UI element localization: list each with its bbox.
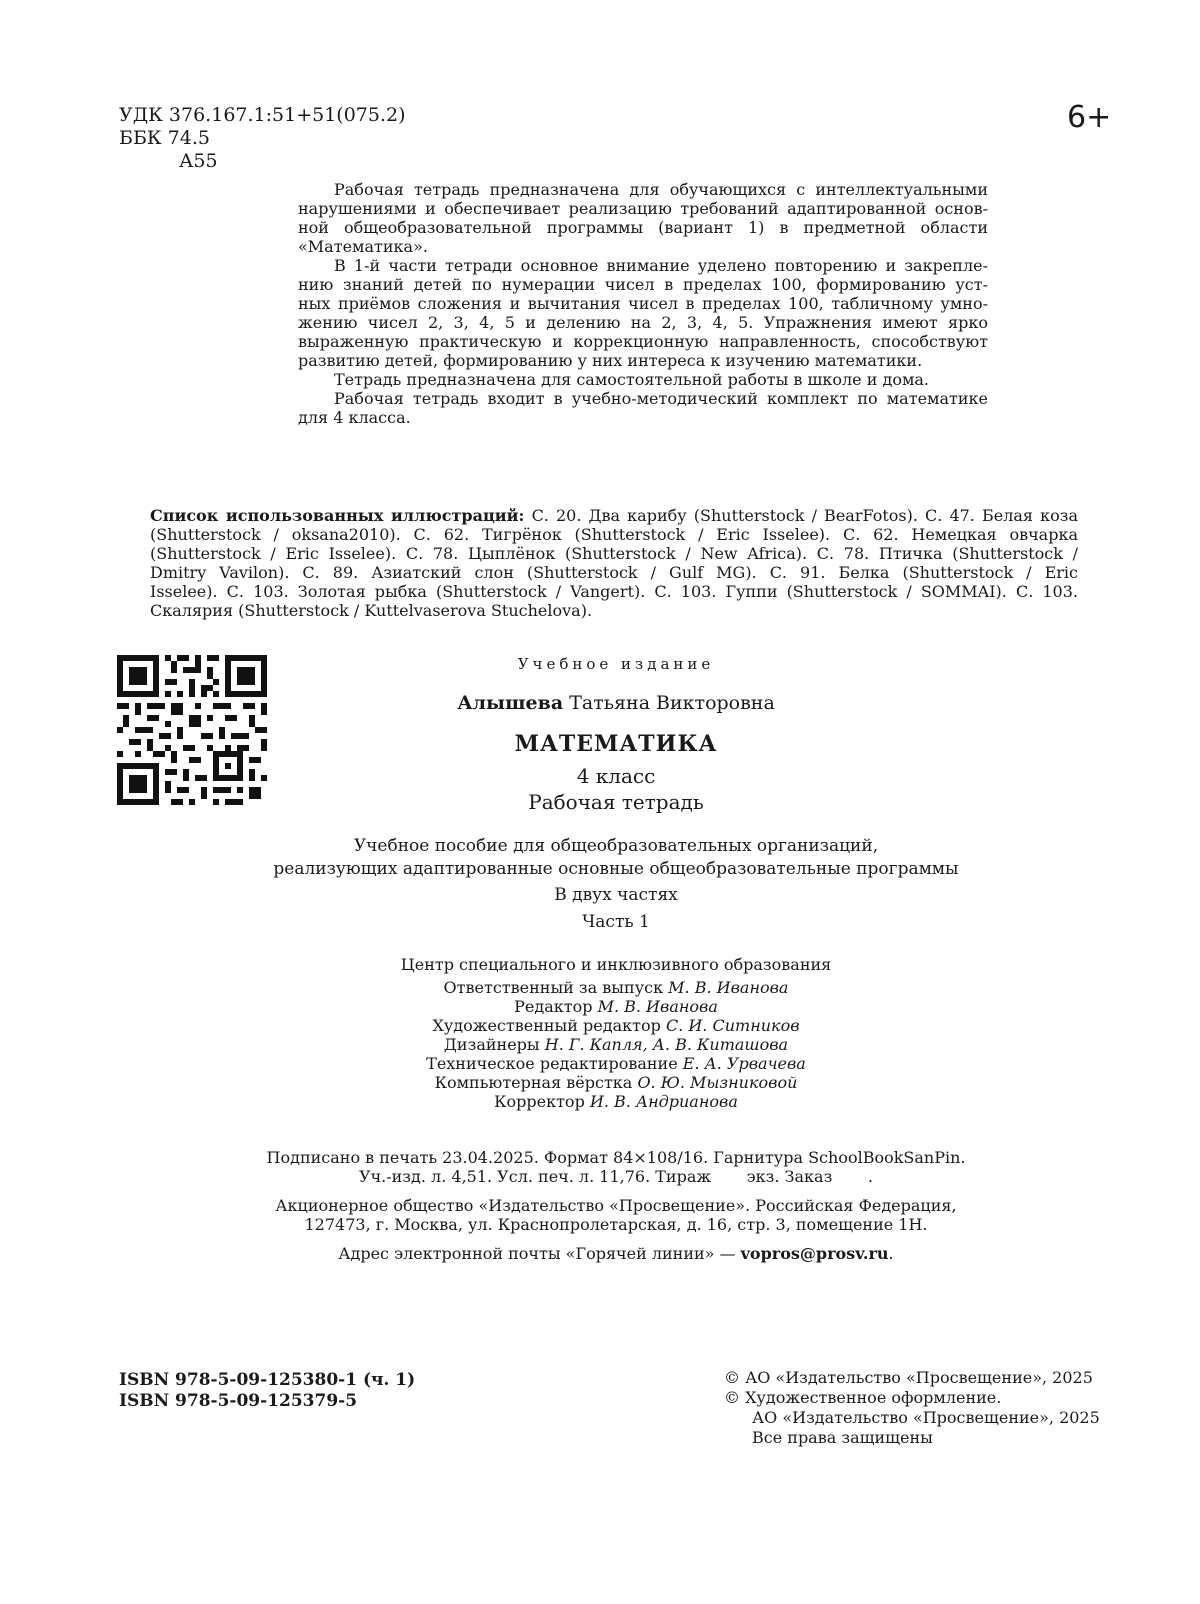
rights-reserved: Все права защищены bbox=[752, 1428, 933, 1447]
annotation-line: ной общеобразовательной программы (вариант 1) в предметной области bbox=[298, 218, 988, 237]
publisher-address: Акционерное общество «Издательство «Просвещение». Российская Федерация, bbox=[275, 1196, 957, 1215]
illustrations-line: Список использованных иллюстраций: С. 20. Два карибу (Shutterstock / BearFotos). С. 47. Белая коза bbox=[150, 506, 1079, 525]
book-type: Рабочая тетрадь bbox=[528, 790, 704, 814]
imprint bbox=[0, 1148, 1200, 1263]
credit-line: Корректор И. В. Андрианова bbox=[494, 1092, 738, 1111]
copyright-line: © АО «Издательство «Просвещение», 2025 bbox=[724, 1368, 1093, 1387]
illustrations-list bbox=[150, 506, 1078, 620]
copyright-line: АО «Издательство «Просвещение», 2025 bbox=[752, 1408, 1100, 1427]
print-details: Подписано в печать 23.04.2025. Формат 84×108/16. Гарнитура SchoolBookSanPin. bbox=[266, 1148, 966, 1167]
annotation-line: ных приёмов сложения и вычитания чисел в пределах 100, табличному умно- bbox=[298, 294, 988, 313]
annotation-line: нию знаний детей по нумерации чисел в пределах 100, формированию уст- bbox=[298, 275, 988, 294]
publishing-center: Центр специального и инклюзивного образования bbox=[400, 955, 832, 974]
credit-line: Художественный редактор С. И. Ситников bbox=[432, 1016, 800, 1035]
credits bbox=[0, 955, 1200, 1111]
annotation-line: «Математика». bbox=[298, 237, 428, 256]
annotation-line: Рабочая тетрадь входит в учебно-методический комплект по математике bbox=[334, 389, 988, 408]
copyright-block bbox=[724, 1368, 1100, 1448]
annotation bbox=[298, 180, 988, 427]
edition-type: Учебное издание bbox=[517, 655, 715, 673]
annotation-line: Рабочая тетрадь предназначена для обучающихся с интеллектуальными bbox=[334, 180, 988, 199]
annotation-line: жению чисел 2, 3, 4, 5 и делению на 2, 3, 4, 5. Упражнения имеют ярко bbox=[298, 313, 988, 332]
illustrations-line: (Shutterstock / oksana2010). С. 62. Тигрёнок (Shutterstock / Eric Isselee). С. 62. Немецкая овчарка bbox=[150, 525, 1079, 544]
author-name: Татьяна Викторовна bbox=[569, 692, 775, 714]
annotation-line: для 4 класса. bbox=[298, 408, 411, 427]
book-title: МАТЕМАТИКА bbox=[514, 731, 718, 757]
isbn-part: ISBN 978-5-09-125380-1 (ч. 1) bbox=[119, 1370, 416, 1390]
part-number: Часть 1 bbox=[582, 912, 650, 932]
credit-line: Ответственный за выпуск М. В. Иванова bbox=[443, 978, 789, 997]
illustrations-line: Isselee). С. 103. Золотая рыбка (Shutterstock / Vangert). С. 103. Гуппи (Shutterstock / SOMMAI). С. 103. bbox=[150, 582, 1078, 601]
book-description: Учебное пособие для общеобразовательных организаций, реализующих адаптированные основные общеобразовательные программы bbox=[273, 836, 959, 879]
illustrations-label: Список использованных иллюстраций: bbox=[150, 506, 525, 525]
illustrations-line: Dmitry Vavilon). С. 89. Азиатский слон (Shutterstock / Gulf MG). С. 91. Белка (Shutterstock / Eric bbox=[150, 563, 1078, 582]
annotation-line: выраженную практическую и коррекционную направленность, способствуют bbox=[298, 332, 988, 351]
bbk-code: ББК 74.5 bbox=[119, 127, 210, 149]
credit-line: Компьютерная вёрстка О. Ю. Мызниковой bbox=[434, 1073, 798, 1092]
author bbox=[0, 692, 1200, 714]
credit-line: Дизайнеры Н. Г. Капля, А. В. Киташова bbox=[443, 1035, 789, 1054]
udk-code: УДК 376.167.1:51+51(075.2) bbox=[119, 104, 406, 126]
annotation-line: развитию детей, формированию у них интереса к изучению математики. bbox=[298, 351, 923, 370]
age-rating: 6+ bbox=[1067, 100, 1112, 135]
hotline-email: Адрес электронной почты «Горячей линии» — vopros@prosv.ru. bbox=[338, 1244, 894, 1263]
email-link: vopros@prosv.ru bbox=[740, 1244, 889, 1263]
isbn-block bbox=[119, 1370, 415, 1412]
copyright-line: © Художественное оформление. bbox=[724, 1388, 1002, 1407]
author-mark: А55 bbox=[179, 150, 218, 172]
grade: 4 класс bbox=[576, 764, 656, 788]
print-details: Уч.-изд. л. 4,51. Усл. печ. л. 11,76. Тираж экз. Заказ . bbox=[359, 1167, 873, 1186]
credit-line: Техническое редактирование Е. А. Урвачева bbox=[426, 1054, 806, 1073]
annotation-line: Тетрадь предназначена для самостоятельной работы в школе и дома. bbox=[334, 370, 930, 389]
illustrations-line: Скалярия (Shutterstock / Kuttelvaserova Stuchelova). bbox=[150, 601, 593, 620]
author-surname: Алышева bbox=[457, 692, 564, 714]
bibliographic-codes bbox=[119, 104, 406, 173]
illustrations-line: (Shutterstock / Eric Isselee). С. 78. Цыплёнок (Shutterstock / New Africa). С. 78. Птичка (Shutterstock / bbox=[150, 544, 1078, 563]
publisher-address: 127473, г. Москва, ул. Краснопролетарская, д. 16, стр. 3, помещение 1Н. bbox=[304, 1215, 928, 1234]
annotation-line: В 1-й части тетради основное внимание уделено повторению и закрепле- bbox=[334, 256, 988, 275]
credit-line: Редактор М. В. Иванова bbox=[514, 997, 718, 1016]
parts-count: В двух частях bbox=[554, 885, 678, 905]
isbn-set: ISBN 978-5-09-125379-5 bbox=[119, 1391, 358, 1411]
annotation-line: нарушениями и обеспечивает реализацию требований адаптированной основ- bbox=[298, 199, 988, 218]
